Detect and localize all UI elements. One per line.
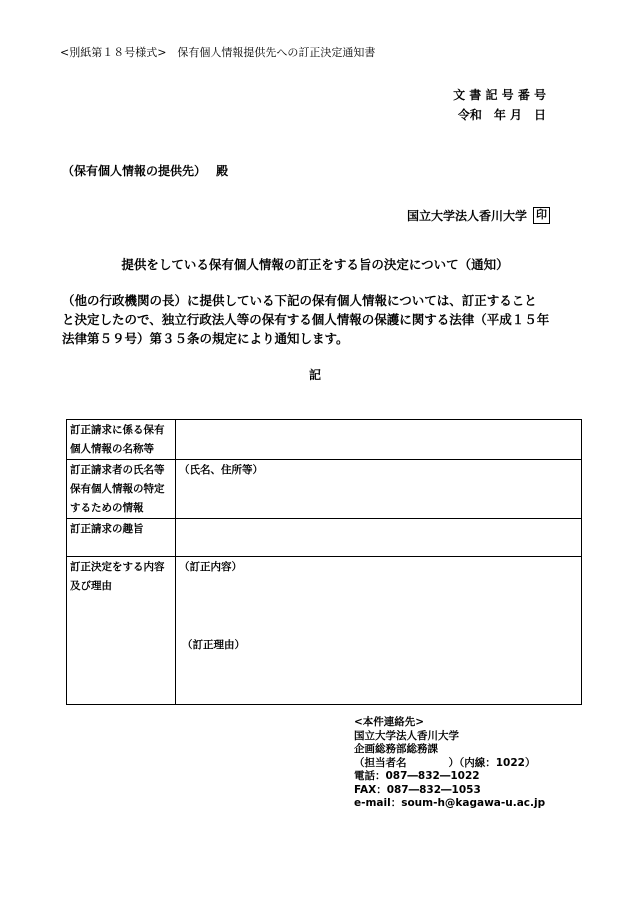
- contact-block: [354, 716, 545, 811]
- table-row: [67, 460, 582, 519]
- issuer-name: 国立大学法人香川大学: [406, 209, 527, 223]
- contact-org: 国立大学法人香川大学: [354, 729, 459, 742]
- row-value-requester: （氏名、住所等）: [176, 460, 582, 519]
- body-line-2: と決定したので、独立行政法人等の保有する個人情報の保護に関する法律（平成１５年: [62, 312, 550, 327]
- row-value-correction: [176, 557, 582, 705]
- notice-body: [62, 291, 578, 348]
- contact-email[interactable]: e-mail：soum-h@kagawa-u.ac.jp: [354, 797, 546, 809]
- document-number: 文 書 記 号 番 号: [453, 88, 546, 102]
- row-label-requester: 訂正請求者の氏名等保有個人情報の特定するための情報: [67, 460, 176, 519]
- contact-phone: 電話：087―832―1022: [354, 770, 480, 782]
- issuer-block: [407, 207, 550, 224]
- row-label-purpose: 訂正請求の趣旨: [67, 519, 176, 557]
- contact-person: （担当者名 ）（内線：1022）: [354, 756, 536, 769]
- correction-reason-label: （訂正理由）: [182, 639, 245, 651]
- notice-subject: 提供をしている保有個人情報の訂正をする旨の決定について（通知）: [121, 257, 509, 272]
- contact-fax: FAX：087―832―1053: [354, 783, 481, 796]
- body-line-1: （他の行政機関の長）に提供している下記の保有個人情報については、訂正すること: [62, 293, 537, 308]
- contact-dept: 企画総務部総務課: [354, 743, 438, 755]
- table-row: [67, 519, 582, 557]
- row-label-request-name: 訂正請求に係る保有個人情報の名称等: [67, 420, 176, 460]
- seal-icon: 印: [533, 207, 550, 224]
- body-line-3: 法律第５９号）第３５条の規定により通知します。: [62, 331, 349, 346]
- row-value-purpose: [176, 519, 582, 557]
- addressee: （保有個人情報の提供先） 殿: [62, 164, 229, 178]
- table-row: [67, 420, 582, 460]
- ki-heading: 記: [308, 368, 321, 382]
- info-table: [66, 419, 582, 705]
- row-value-request-name: [176, 420, 582, 460]
- correction-content-label: （訂正内容）: [179, 561, 242, 573]
- document-date: 令和 年 月 日: [457, 108, 546, 122]
- table-row: [67, 557, 582, 705]
- row-label-correction: 訂正決定をする内容及び理由: [67, 557, 176, 705]
- contact-heading: <本件連絡先>: [354, 716, 425, 728]
- form-label: <別紙第１８号様式> 保有個人情報提供先への訂正決定通知書: [60, 46, 376, 59]
